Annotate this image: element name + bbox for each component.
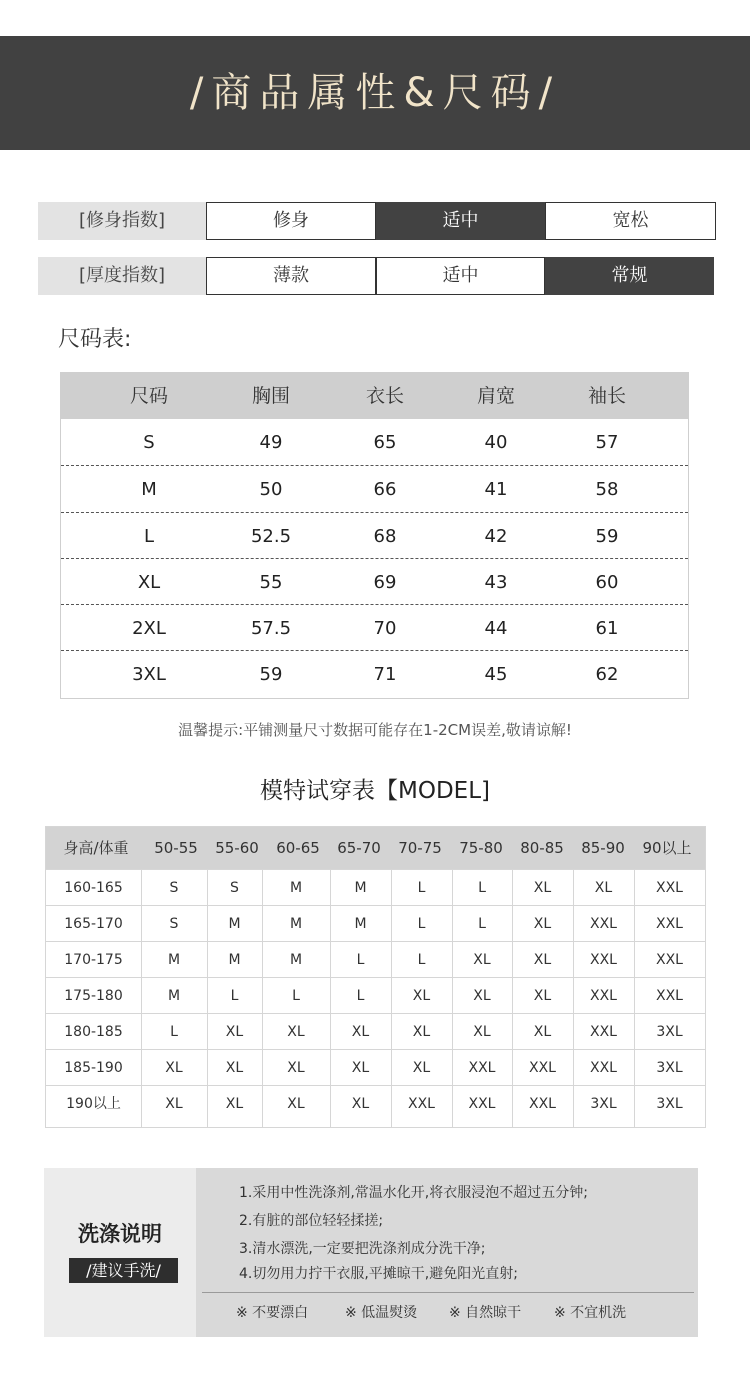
size-cell: 52.5	[250, 526, 292, 547]
model-col-height: 身高/体重	[63, 839, 129, 857]
model-col: 75-80	[459, 839, 503, 857]
model-cell: 3XL	[590, 1096, 617, 1112]
model-cell: 3XL	[656, 1024, 683, 1040]
model-cell: XL	[533, 988, 552, 1004]
model-cell: XL	[351, 1024, 370, 1040]
model-cell: S	[169, 880, 179, 896]
table-row	[46, 977, 705, 1013]
size-cell: 59	[595, 526, 619, 547]
model-cell: 3XL	[656, 1096, 683, 1112]
size-cell: 42	[484, 526, 508, 547]
model-cell: L	[478, 880, 486, 896]
model-cell: XXL	[590, 952, 617, 968]
model-cell: XL	[412, 1060, 431, 1076]
model-cell: L	[292, 988, 300, 1004]
model-cell: XL	[533, 952, 552, 968]
model-col: 55-60	[215, 839, 259, 857]
model-cell: XXL	[468, 1096, 496, 1112]
thickness-option-thin: 薄款	[206, 257, 376, 295]
model-cell: XL	[225, 1024, 244, 1040]
size-col-size: 尺码	[129, 385, 168, 407]
model-col: 65-70	[337, 839, 381, 857]
size-col-sleeve: 袖长	[587, 385, 626, 407]
size-col-shoulder: 肩宽	[476, 385, 515, 407]
model-col: 50-55	[154, 839, 198, 857]
model-cell: XL	[287, 1096, 305, 1112]
size-cell: 58	[595, 479, 619, 500]
model-cell: L	[170, 1024, 178, 1040]
model-col: 80-85	[520, 839, 564, 857]
model-col: 60-65	[276, 839, 320, 857]
model-table-header	[46, 827, 705, 869]
model-cell: XL	[594, 880, 613, 896]
model-cell: XL	[412, 1024, 431, 1040]
table-row	[46, 869, 705, 905]
size-cell: M	[141, 479, 157, 500]
size-cell: 2XL	[132, 618, 166, 639]
model-cell: 170-175	[64, 952, 123, 968]
size-cell: 55	[259, 572, 283, 593]
model-cell: XL	[533, 916, 552, 932]
model-cell: L	[478, 916, 486, 932]
model-cell: XXL	[656, 916, 683, 932]
model-cell: 3XL	[656, 1060, 683, 1076]
divider	[202, 1292, 694, 1293]
model-cell: L	[356, 988, 365, 1004]
model-cell: XL	[165, 1096, 183, 1112]
model-cell: XL	[351, 1096, 370, 1112]
model-cell: XXL	[590, 1060, 617, 1076]
table-row	[61, 512, 688, 559]
model-cell: M	[289, 880, 303, 896]
size-cell: 66	[373, 479, 397, 500]
model-cell: M	[167, 952, 181, 968]
size-cell: 57	[595, 432, 619, 453]
size-cell: 49	[259, 432, 283, 453]
washing-instruction: 1.采用中性洗涤剂,常温水化开,将衣服浸泡不超过五分钟;	[239, 1185, 588, 1201]
model-cell: XL	[225, 1096, 244, 1112]
size-cell: 71	[373, 664, 397, 685]
model-cell: S	[230, 880, 239, 896]
size-cell: 65	[373, 432, 397, 453]
model-cell: XL	[412, 988, 431, 1004]
model-cell: XXL	[468, 1060, 496, 1076]
size-cell: 70	[373, 618, 397, 639]
size-cell: 45	[484, 664, 508, 685]
model-cell: L	[230, 988, 239, 1004]
table-row	[61, 465, 688, 512]
model-cell: XXL	[529, 1096, 556, 1112]
model-cell: XL	[287, 1060, 305, 1076]
fit-option-slim: 修身	[206, 202, 376, 240]
fit-option-loose: 宽松	[545, 202, 716, 240]
size-cell: 68	[373, 526, 397, 547]
model-cell: 180-185	[64, 1024, 123, 1040]
table-row	[46, 1013, 705, 1049]
table-row	[61, 558, 688, 605]
model-cell: XL	[473, 952, 491, 968]
table-row	[61, 419, 688, 466]
size-cell: XL	[137, 572, 161, 593]
model-cell: 175-180	[64, 988, 123, 1004]
model-cell: 165-170	[64, 916, 123, 932]
washing-instruction: 3.清水漂洗,一定要把洗涤剂成分洗干净;	[239, 1241, 486, 1257]
model-cell: M	[289, 916, 303, 932]
table-row	[46, 1085, 705, 1121]
model-col: 70-75	[398, 839, 442, 857]
model-cell: XL	[225, 1060, 244, 1076]
size-cell: 41	[484, 479, 508, 500]
model-cell: M	[228, 952, 241, 968]
care-note-no-machine: ※ 不宜机洗	[554, 1305, 627, 1321]
model-cell: 160-165	[64, 880, 123, 896]
model-cell: XL	[351, 1060, 370, 1076]
size-cell: 3XL	[132, 664, 166, 685]
model-cell: XL	[533, 880, 552, 896]
model-cell: XXL	[529, 1060, 556, 1076]
model-cell: M	[289, 952, 303, 968]
model-cell: 185-190	[64, 1060, 123, 1076]
table-row	[46, 905, 705, 941]
model-cell: XXL	[590, 1024, 617, 1040]
fit-option-regular: 适中	[376, 202, 545, 240]
size-table	[60, 372, 689, 699]
size-cell: 59	[259, 664, 283, 685]
measurement-tip: 温馨提示:平铺测量尺寸数据可能存在1-2CM误差,敬请谅解!	[178, 721, 572, 739]
model-col: 90以上	[642, 839, 692, 857]
model-cell: XL	[473, 988, 491, 1004]
model-cell: XL	[165, 1060, 183, 1076]
banner-title: /商品属性&尺码/	[189, 70, 561, 116]
washing-title: 洗涤说明	[78, 1222, 162, 1246]
size-cell: 69	[373, 572, 397, 593]
care-note-low-iron: ※ 低温熨烫	[345, 1305, 418, 1321]
table-row	[46, 1049, 705, 1085]
size-col-chest: 胸围	[251, 385, 290, 407]
size-col-length: 衣长	[365, 385, 404, 407]
fit-index-label: [修身指数]	[38, 202, 206, 240]
thickness-index-label: [厚度指数]	[38, 257, 206, 295]
size-chart-heading: 尺码表:	[58, 327, 132, 352]
model-cell: L	[417, 952, 426, 968]
fit-index-row	[38, 202, 714, 240]
size-cell: S	[143, 432, 155, 453]
size-cell: L	[143, 526, 155, 547]
size-cell: 40	[484, 432, 508, 453]
model-col: 85-90	[581, 839, 625, 857]
model-cell: L	[356, 952, 365, 968]
size-cell: 57.5	[250, 618, 292, 639]
size-cell: 43	[484, 572, 508, 593]
thickness-index-row	[38, 257, 714, 295]
model-cell: M	[354, 916, 367, 932]
model-cell: L	[417, 916, 426, 932]
table-row	[61, 650, 688, 697]
size-cell: 61	[595, 618, 619, 639]
model-cell: S	[169, 916, 179, 932]
care-note-air-dry: ※ 自然晾干	[449, 1305, 522, 1321]
model-cell: XL	[287, 1024, 305, 1040]
size-cell: 50	[259, 479, 283, 500]
size-cell: 62	[595, 664, 619, 685]
model-cell: M	[228, 916, 241, 932]
model-table-title: 模特试穿表【MODEL]	[260, 778, 490, 804]
washing-instruction: 2.有脏的部位轻轻揉搓;	[239, 1213, 384, 1229]
washing-title-panel	[44, 1168, 196, 1337]
model-cell: XXL	[590, 916, 617, 932]
care-note-no-bleach: ※ 不要漂白	[236, 1305, 309, 1321]
model-cell: M	[354, 880, 367, 896]
model-cell: XXL	[656, 880, 683, 896]
model-cell: 190以上	[66, 1096, 121, 1112]
washing-instruction: 4.切勿用力拧干衣服,平摊晾干,避免阳光直射;	[239, 1266, 518, 1282]
model-cell: XXL	[656, 952, 683, 968]
table-row	[61, 604, 688, 651]
hand-wash-badge: /建议手洗/	[69, 1258, 178, 1283]
thickness-option-medium: 适中	[376, 257, 545, 295]
model-cell: XXL	[656, 988, 683, 1004]
model-cell: XXL	[408, 1096, 435, 1112]
model-cell: L	[417, 880, 426, 896]
model-cell: XL	[473, 1024, 491, 1040]
size-cell: 44	[484, 618, 508, 639]
size-cell: 60	[595, 572, 619, 593]
size-table-header	[61, 373, 688, 419]
washing-instructions	[44, 1168, 698, 1337]
model-table	[45, 826, 706, 1128]
model-cell: XXL	[590, 988, 617, 1004]
thickness-option-normal: 常规	[545, 257, 714, 295]
model-cell: XL	[533, 1024, 552, 1040]
model-cell: M	[167, 988, 181, 1004]
table-row	[46, 941, 705, 977]
header-banner	[0, 36, 750, 150]
